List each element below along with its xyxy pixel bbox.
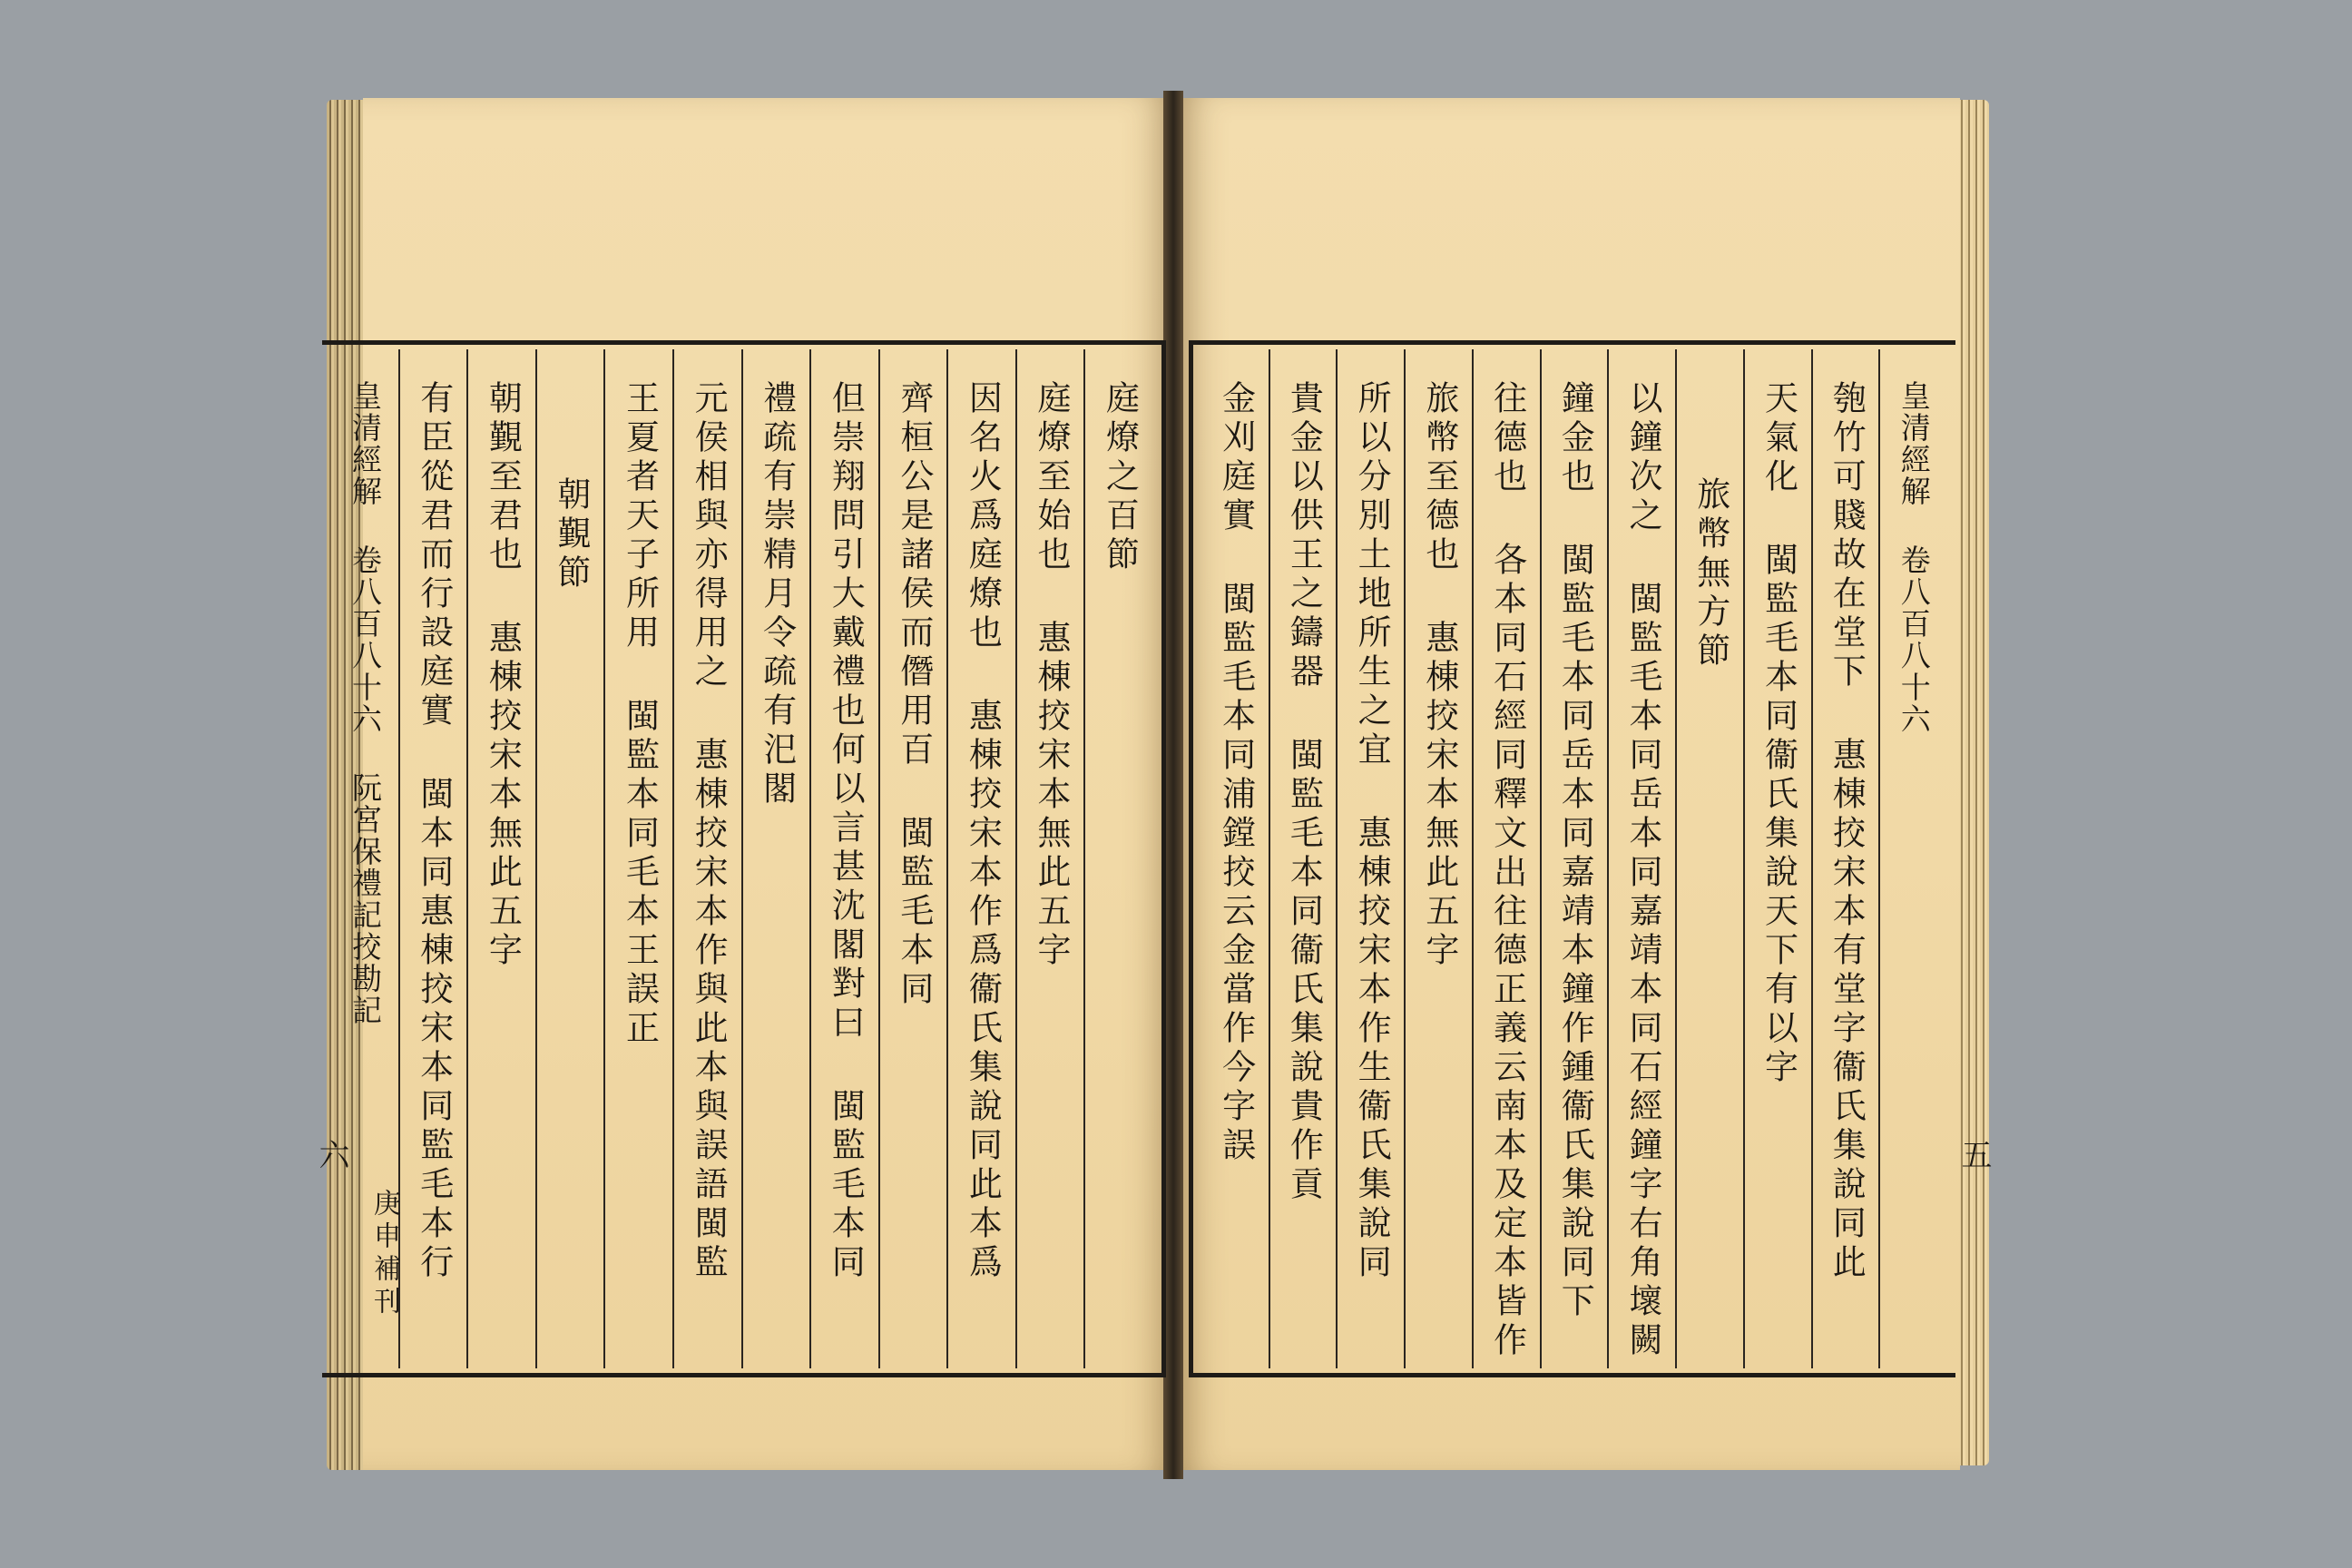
reprint-stamp: 庚申補刊 [368, 1189, 400, 1319]
text-column: 匏竹可賤故在堂下 惠棟挍宋本有堂字衞氏集說同此 [1811, 349, 1879, 1368]
text-column: 禮疏有崇精月令疏有汜閣 [741, 349, 810, 1368]
book-spine [1163, 91, 1183, 1479]
text-column: 以鐘次之 閩監毛本同岳本同嘉靖本同石經鐘字右角壞闕 [1607, 349, 1675, 1368]
text-column: 天氣化 閩監毛本同衞氏集說天下有以字 [1743, 349, 1811, 1368]
right-folio-number: 五 [1955, 1139, 1992, 1170]
text-column: 元侯相與亦得用之 惠棟挍宋本作與此本與誤語閩監 [672, 349, 741, 1368]
left-margin-label: 皇清經解 卷八百八十六 阮宮保禮記挍勘記 [348, 380, 383, 1026]
right-text-columns [1202, 349, 1946, 1368]
right-margin-label: 皇清經解 卷八百八十六 [1878, 349, 1946, 1368]
text-column: 朝覲至君也 惠棟挍宋本無此五字 [466, 349, 535, 1368]
text-column: 旅幣至德也 惠棟挍宋本無此五字 [1404, 349, 1472, 1368]
text-column: 因名火爲庭燎也 惠棟挍宋本作爲衞氏集說同此本爲 [946, 349, 1015, 1368]
text-column: 王夏者天子所用 閩監本同毛本王誤正 [603, 349, 672, 1368]
section-heading: 朝覲節 [535, 349, 604, 1368]
left-text-columns [331, 349, 1152, 1368]
text-column: 往德也 各本同石經同釋文出往德正義云南本及定本皆作 [1472, 349, 1540, 1368]
text-column: 齊桓公是諸侯而僭用百 閩監毛本同 [878, 349, 947, 1368]
section-heading: 旅幣無方節 [1675, 349, 1743, 1368]
text-column: 貴金以供王之鑄器 閩監毛本同衞氏集說貴作貢 [1269, 349, 1337, 1368]
left-folio-number: 六 [313, 1139, 349, 1170]
text-column: 所以分別土地所生之宜 惠棟挍宋本作生衞氏集說同 [1336, 349, 1404, 1368]
text-column: 庭燎之百節 [1083, 349, 1152, 1368]
text-column: 鐘金也 閩監毛本同岳本同嘉靖本鐘作鍾衞氏集說同下 [1540, 349, 1608, 1368]
text-column: 庭燎至始也 惠棟挍宋本無此五字 [1015, 349, 1084, 1368]
text-column: 金刈庭實 閩監毛本同浦鏜挍云金當作今字誤 [1216, 380, 1256, 1166]
text-column: 有臣從君而行設庭實 閩本同惠棟挍宋本同監毛本行 [398, 349, 467, 1368]
text-column: 但崇翔問引大戴禮也何以言甚沈閣對曰 閩監毛本同 [809, 349, 878, 1368]
